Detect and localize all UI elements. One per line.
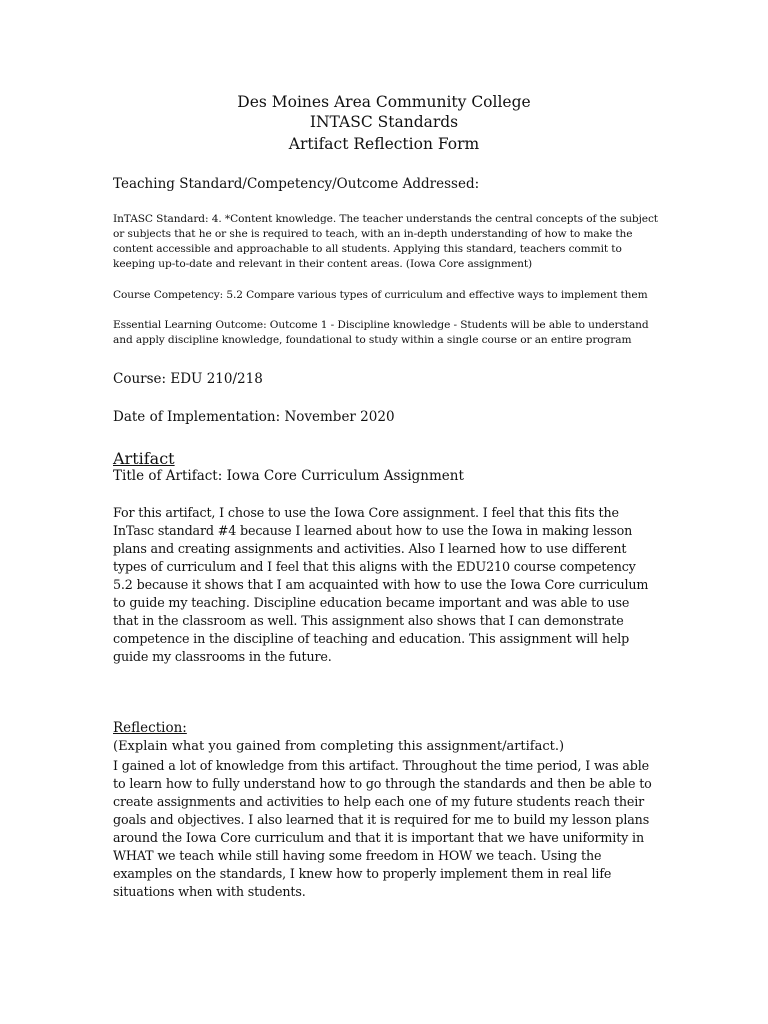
- reflection-text: I gained a lot of knowledge from this artifact. Throughout the time period, I was able to learn how to fully understand how to go through the standards and then be able to create assignments and activities to help each one of my future students reach their goals and objectives. I also learned that it is required for me to build my lesson plans around the Iowa Core curriculum and that it is important that we have uniformity in WHAT we teach while still having some freedom in HOW we teach. Using the examples on the standards, I knew how to properly implement them in real life situations when with students.: [113, 758, 652, 899]
- essential-outcome-text: Essential Learning Outcome: Outcome 1 - Discipline knowledge - Students will be able to understand and apply discipline knowledge, foundational to study within a single course or an entire program: [113, 319, 649, 346]
- course-competency-text: Course Competency: 5.2 Compare various types of curriculum and effective ways to implement them: [113, 289, 648, 301]
- addressed-label: Teaching Standard/Competency/Outcome Addressed:: [113, 176, 480, 192]
- course-line: Course: EDU 210/218: [113, 371, 263, 387]
- college-name: Des Moines Area Community College: [237, 93, 531, 111]
- artifact-description: For this artifact, I chose to use the Iowa Core assignment. I feel that this fits the InTasc standard #4 because I learned about how to use the Iowa in making lesson plans and creating assignments and activities. Also I learned how to use different types of curriculum and I feel that this aligns with the EDU210 course competency 5.2 because it shows that I am acquainted with how to use the Iowa Core curriculum to guide my teaching. Discipline education became important and was able to use that in the classroom as well. This assignment also shows that I can demonstrate competence in the discipline of teaching and education. This assignment will help guide my classrooms in the future.: [113, 505, 649, 664]
- form-title: Artifact Reflection Form: [288, 135, 480, 153]
- reflection-heading: Reflection:: [113, 720, 187, 736]
- implementation-date: Date of Implementation: November 2020: [113, 409, 395, 425]
- reflection-prompt: (Explain what you gained from completing this assignment/artifact.): [113, 739, 565, 754]
- intasc-standard-text: InTASC Standard: 4. *Content knowledge. The teacher understands the central concepts of the subject or subjects that he or she is required to teach, with an in-depth understanding of how to make the content accessible and approachable to all students. Applying this standard, teachers commit to keeping up-to-date and relevant in their content areas. (Iowa Core assignment): [113, 213, 658, 270]
- standards-title: INTASC Standards: [309, 113, 459, 131]
- artifact-heading: Artifact: [113, 449, 175, 468]
- artifact-title: Title of Artifact: Iowa Core Curriculum Assignment: [113, 468, 464, 484]
